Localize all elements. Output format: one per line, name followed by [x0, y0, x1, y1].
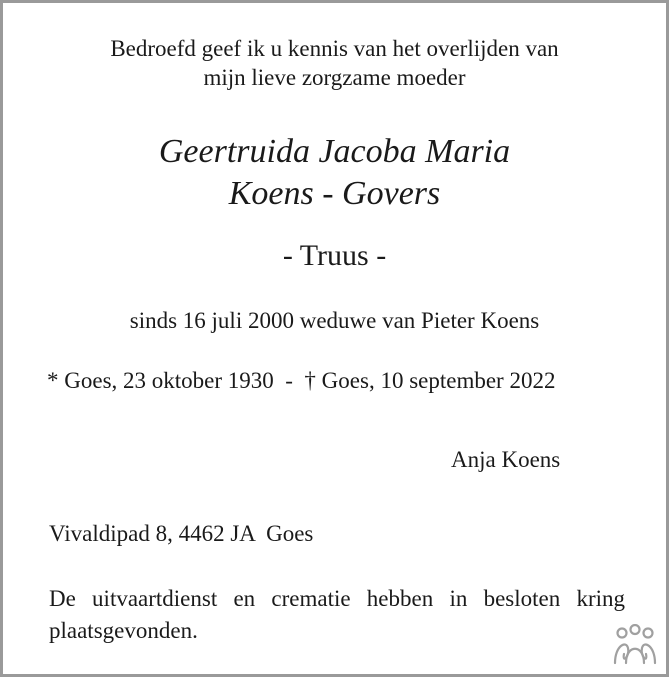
- intro-line-1: Bedroefd geef ik u kennis van het overlijden van: [110, 36, 559, 61]
- nickname: - Truus -: [282, 239, 387, 272]
- birth-death-dates: * Goes, 23 oktober 1930 - † Goes, 10 september 2022: [47, 368, 556, 393]
- deceased-name-line-1: Geertruida Jacoba Maria: [158, 133, 511, 170]
- signed-by: Anja Koens: [451, 447, 561, 472]
- deceased-name-line-2: Koens - Govers: [228, 175, 441, 212]
- address: Vivaldipad 8, 4462 JA Goes: [49, 521, 314, 546]
- family-people-icon: [612, 624, 658, 666]
- closing-text: De uitvaartdienst en crematie hebben in besloten kring plaatsgevonden.: [49, 586, 625, 643]
- widow-line: sinds 16 juli 2000 weduwe van Pieter Koens: [129, 308, 540, 333]
- intro-line-2: mijn lieve zorgzame moeder: [203, 65, 466, 90]
